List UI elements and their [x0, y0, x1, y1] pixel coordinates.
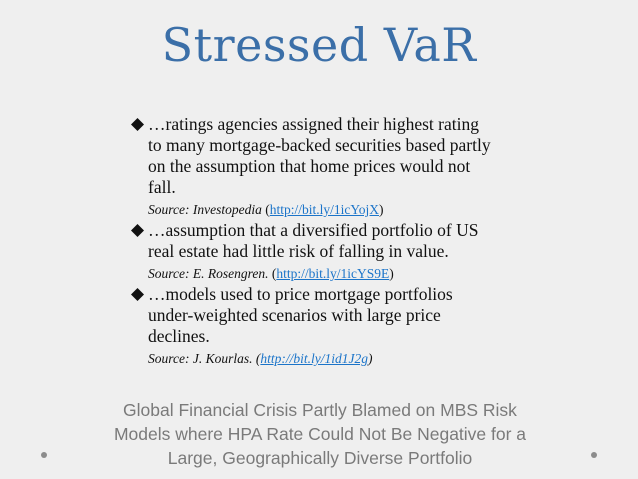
- source-paren-open: (: [265, 202, 270, 217]
- dot-icon: [41, 452, 47, 458]
- diamond-bullet-icon: [131, 224, 144, 237]
- source-link[interactable]: http://bit.ly/1icYS9E: [276, 266, 390, 281]
- source-link[interactable]: http://bit.ly/1id1J2g: [260, 351, 368, 366]
- slide-footer: [60, 398, 580, 470]
- bullet-text-line: fall.: [148, 177, 176, 197]
- bullet-item: [118, 114, 548, 219]
- source-link[interactable]: http://bit.ly/1icYojX: [269, 202, 379, 217]
- diamond-bullet-icon: [131, 288, 144, 301]
- bullet-text-line: …models used to price mortgage portfolios: [148, 284, 453, 304]
- source-citation: [148, 349, 548, 368]
- bullet-item: [118, 220, 548, 283]
- footer-line: Models where HPA Rate Could Not Be Negative for a: [113, 424, 527, 444]
- diamond-bullet-icon: [131, 118, 144, 131]
- source-label: Source: E. Rosengren.: [148, 266, 269, 281]
- source-label: Source: J. Kourlas.: [148, 351, 253, 366]
- source-citation: [148, 264, 548, 283]
- footer-line: Large, Geographically Diverse Portfolio: [167, 448, 473, 468]
- footer-line: Global Financial Crisis Partly Blamed on MBS Risk: [123, 400, 517, 420]
- bullet-text-line: to many mortgage-backed securities based partly: [148, 135, 491, 155]
- bullet-text-line: real estate had little risk of falling in value.: [148, 241, 449, 261]
- bullet-text-line: declines.: [148, 326, 210, 346]
- bullet-text-line: on the assumption that home prices would not: [148, 156, 471, 176]
- source-label: Source: Investopedia: [148, 202, 262, 217]
- bullet-text-line: under-weighted scenarios with large price: [148, 305, 441, 325]
- bullet-item: [118, 284, 548, 368]
- source-citation: [148, 200, 548, 219]
- bullet-text-line: …ratings agencies assigned their highest rating: [148, 114, 479, 134]
- source-paren-open: (: [271, 266, 277, 281]
- bullet-list: [118, 114, 548, 369]
- dot-icon: [591, 452, 597, 458]
- source-paren-open: (: [255, 351, 261, 366]
- source-paren-close: ): [389, 266, 394, 281]
- source-paren-close: ): [379, 202, 384, 217]
- source-paren-close: ): [368, 351, 373, 366]
- slide-title: Stressed VaR: [161, 18, 477, 72]
- bullet-text-line: …assumption that a diversified portfolio of US: [148, 220, 479, 240]
